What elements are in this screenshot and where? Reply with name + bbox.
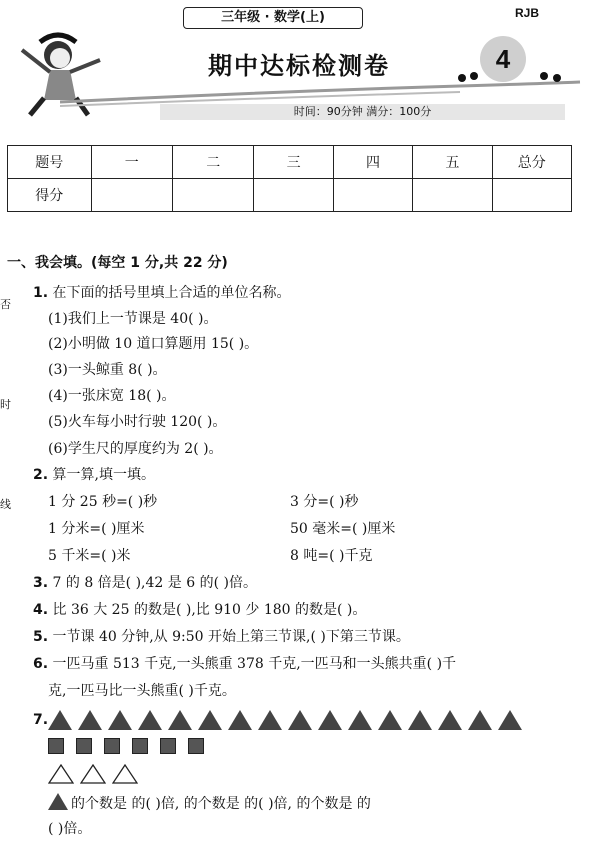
margin-mark: 否 <box>0 298 11 311</box>
score-input-cell[interactable] <box>173 179 254 212</box>
dark-triangle-icon <box>288 710 312 730</box>
question-number: 2. <box>33 467 49 483</box>
score-input-cell[interactable] <box>91 179 172 212</box>
question-number: 6. <box>33 656 49 672</box>
score-table <box>7 145 572 212</box>
dark-triangle-icon <box>228 710 252 730</box>
question-1 <box>33 284 291 302</box>
question-7-sentence <box>48 793 371 813</box>
dark-triangle-icon <box>78 710 102 730</box>
page-title: 期中达标检测卷 <box>208 52 390 80</box>
outline-triangle-icon <box>48 764 74 784</box>
question-3 <box>33 574 257 592</box>
score-input-cell[interactable] <box>333 179 412 212</box>
question-number: 3. <box>33 575 49 591</box>
question-6-continued: 克,一匹马比一头熊重( )千克。 <box>48 683 236 699</box>
question-number: 5. <box>33 629 49 645</box>
section-heading: 一、我会填。(每空 1 分,共 22 分) <box>7 255 228 271</box>
table-cell: 得分 <box>8 179 92 212</box>
dark-triangle-icon <box>48 710 72 730</box>
grade-subject-label: 三年级 · 数学(上) <box>183 7 363 29</box>
question-text: 一匹马重 513 千克,一头熊重 378 千克,一匹马和一头熊共重( )千 <box>52 656 457 672</box>
gray-square-icon <box>160 738 176 754</box>
question-text: 算一算,填一填。 <box>52 467 155 483</box>
dark-triangle-icon <box>438 710 462 730</box>
question-6 <box>33 655 456 673</box>
margin-mark: 线 <box>0 498 11 511</box>
q2-item: 50 毫米=( )厘米 <box>290 521 396 537</box>
dark-triangle-icon <box>258 710 282 730</box>
question-text: 7 的 8 倍是( ),42 是 6 的( )倍。 <box>52 575 257 591</box>
dark-triangle-icon <box>168 710 192 730</box>
q1-item: (3)一头鲸重 8( )。 <box>48 362 167 378</box>
gray-square-icon <box>188 738 204 754</box>
dark-triangle-icon <box>348 710 372 730</box>
table-cell: 总分 <box>492 146 571 179</box>
q1-item: (6)学生尺的厚度约为 2( )。 <box>48 441 223 457</box>
outline-triangle-icon <box>80 764 106 784</box>
dark-triangle-row <box>48 710 588 734</box>
outline-triangle-icon <box>112 764 138 784</box>
table-cell: 三 <box>254 146 333 179</box>
dark-triangle-icon <box>318 710 342 730</box>
score-input-cell[interactable] <box>492 179 571 212</box>
question-number: 4. <box>33 602 49 618</box>
table-cell: 二 <box>173 146 254 179</box>
question-text: 比 36 大 25 的数是( ),比 910 少 180 的数是( )。 <box>52 602 367 618</box>
q7-text: 的个数是 的( )倍, 的个数是 的( )倍, 的个数是 的 <box>71 796 371 812</box>
question-7-sentence-end: ( )倍。 <box>48 821 92 837</box>
table-cell: 题号 <box>8 146 92 179</box>
dot-decoration <box>470 72 478 80</box>
question-5 <box>33 628 410 646</box>
dark-triangle-icon <box>468 710 492 730</box>
q2-item: 1 分 25 秒=( )秒 <box>48 494 158 510</box>
table-cell: 四 <box>333 146 412 179</box>
dark-triangle-icon <box>48 793 68 810</box>
q1-item: (1)我们上一节课是 40( )。 <box>48 311 218 327</box>
q1-item: (2)小明做 10 道口算题用 15( )。 <box>48 336 259 352</box>
score-input-cell[interactable] <box>413 179 492 212</box>
dark-triangle-icon <box>198 710 222 730</box>
question-2 <box>33 466 155 484</box>
table-row <box>8 146 572 179</box>
table-cell: 一 <box>91 146 172 179</box>
question-4 <box>33 601 366 619</box>
gray-square-icon <box>76 738 92 754</box>
question-number: 7. <box>33 712 49 728</box>
q2-item: 8 吨=( )千克 <box>290 548 373 564</box>
q1-item: (4)一张床宽 18( )。 <box>48 388 176 404</box>
gray-square-icon <box>132 738 148 754</box>
dot-decoration <box>553 74 561 82</box>
dark-triangle-icon <box>498 710 522 730</box>
dark-triangle-icon <box>378 710 402 730</box>
q2-item: 3 分=( )秒 <box>290 494 359 510</box>
edition-tag: RJB <box>515 6 540 20</box>
table-cell: 五 <box>413 146 492 179</box>
dark-triangle-icon <box>408 710 432 730</box>
margin-mark: 时 <box>0 398 11 411</box>
q1-item: (5)火车每小时行驶 120( )。 <box>48 414 227 430</box>
dark-triangle-icon <box>138 710 162 730</box>
dot-decoration <box>540 72 548 80</box>
question-number: 1. <box>33 285 49 301</box>
q2-item: 1 分米=( )厘米 <box>48 521 145 537</box>
question-text: 一节课 40 分钟,从 9:50 开始上第三节课,( )下第三节课。 <box>52 629 410 645</box>
exam-info-bar: 时间：90分钟 满分：100分 <box>160 104 565 120</box>
question-text: 在下面的括号里填上合适的单位名称。 <box>52 285 291 301</box>
gray-square-icon <box>48 738 64 754</box>
dot-decoration <box>458 74 466 82</box>
table-row <box>8 179 572 212</box>
outline-triangle-row <box>48 764 248 788</box>
dark-triangle-icon <box>108 710 132 730</box>
square-row <box>48 738 348 758</box>
score-input-cell[interactable] <box>254 179 333 212</box>
q2-item: 5 千米=( )米 <box>48 548 131 564</box>
gray-square-icon <box>104 738 120 754</box>
paper-number-badge: 4 <box>480 36 526 82</box>
